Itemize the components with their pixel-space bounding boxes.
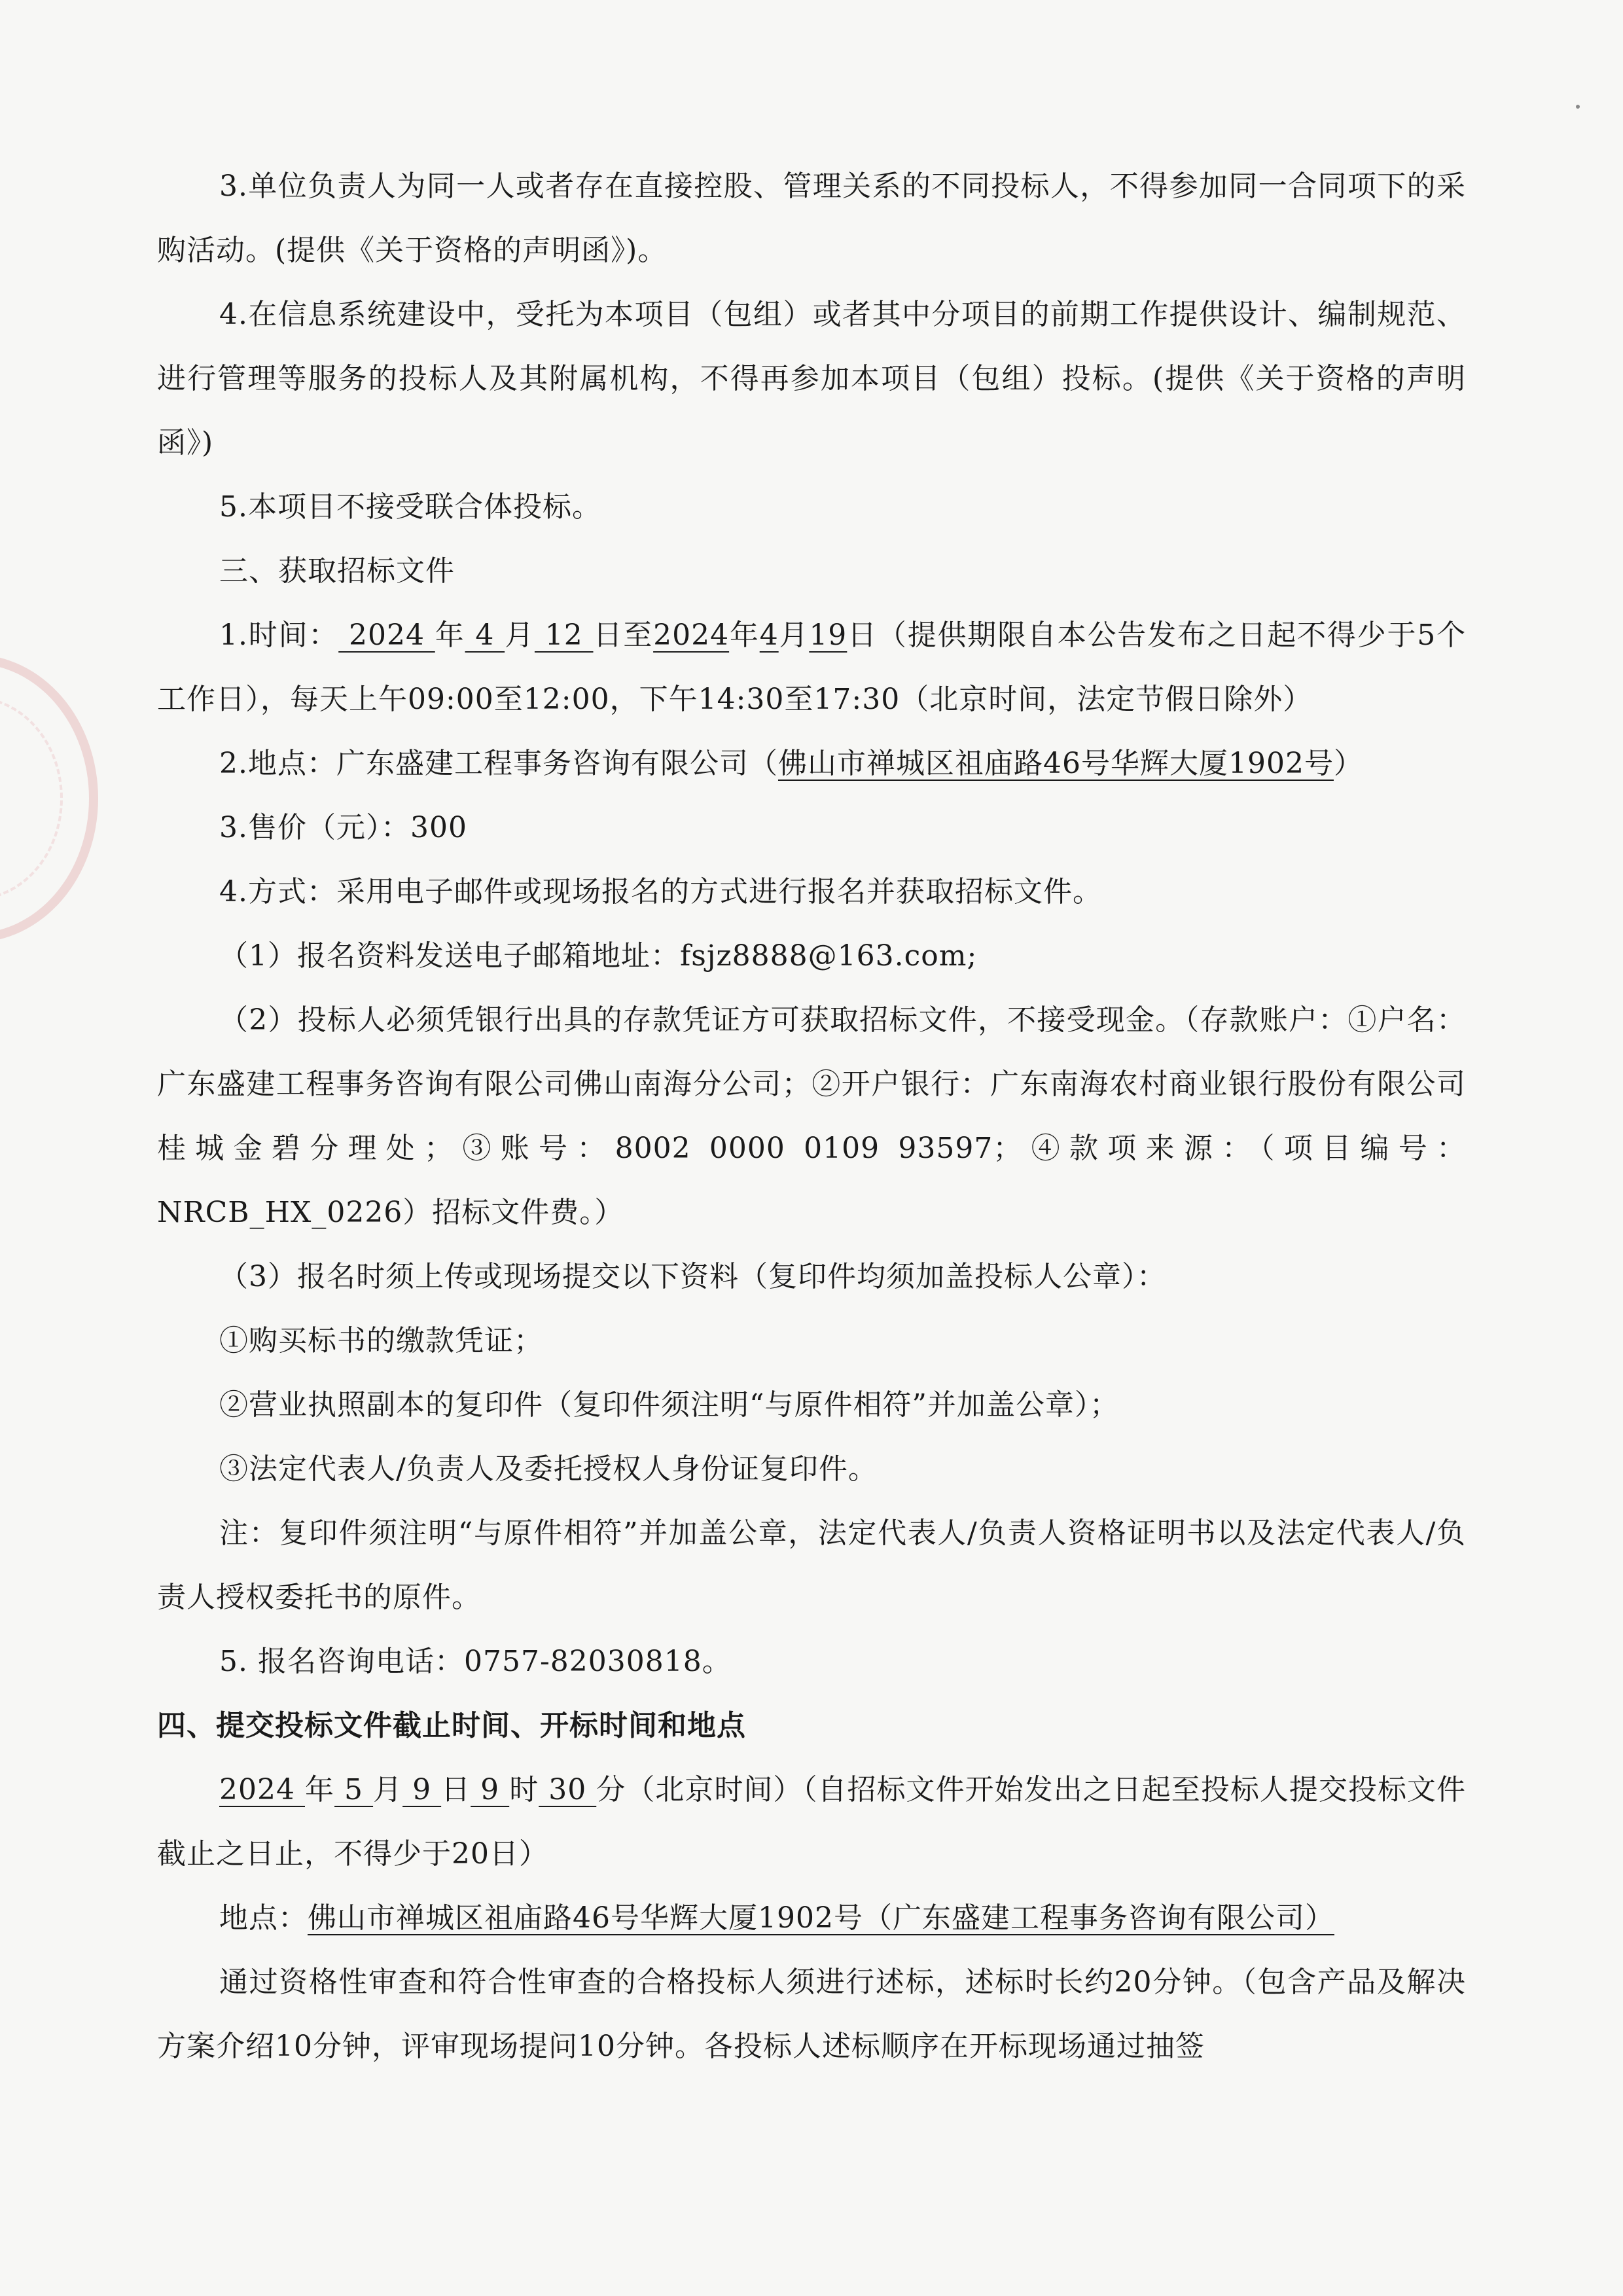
start-month: 4	[465, 619, 505, 652]
opening-place: 地点：佛山市禅城区祖庙路46号华辉大厦1902号（广东盛建工程事务咨询有限公司）	[219, 1901, 1334, 1935]
obtain-method: 4.方式：采用电子邮件或现场报名的方式进行报名并获取招标文件。	[219, 875, 1102, 908]
obtain-address: 佛山市禅城区祖庙路46号华辉大厦1902号	[777, 747, 1334, 780]
inquiry-phone: 5. 报名咨询电话：0757-82030818。	[219, 1645, 732, 1678]
start-day: 12	[534, 619, 594, 652]
document-body	[157, 154, 1466, 2079]
requirement-3: 3.单位负责人为同一人或者存在直接控股、管理关系的不同投标人，不得参加同一合同项下的采购活动。(提供《关于资格的声明函》)。	[157, 170, 1466, 267]
end-month: 4	[759, 619, 779, 652]
document-item-receipt: ①购买标书的缴款凭证；	[219, 1324, 543, 1357]
method-deposit: （2）投标人必须凭银行出具的存款凭证方可获取招标文件，不接受现金。（存款账户：①户名：广东盛建工程事务咨询有限公司佛山南海分公司；②开户银行：广东南海农村商业银行股份有限公司桂城金碧分理处；③账号：8002 0000 0109 93597；④款项来源：（项目编号：NRCB_HX_0226）招标文件费。）	[157, 1003, 1466, 1229]
official-seal-fragment	[0, 655, 98, 942]
scan-speck	[1576, 105, 1580, 109]
method-documents: （3）报名时须上传或现场提交以下资料（复印件均须加盖投标人公章）：	[219, 1260, 1166, 1293]
obtain-place: 2.地点：广东盛建工程事务咨询有限公司（佛山市禅城区祖庙路46号华辉大厦1902号）	[219, 747, 1363, 780]
document-item-license: ②营业执照副本的复印件（复印件须注明“与原件相符”并加盖公章）；	[219, 1388, 1119, 1422]
section-3-heading: 三、获取招标文件	[219, 554, 455, 588]
requirement-5: 5.本项目不接受联合体投标。	[219, 490, 601, 524]
start-year: 2024	[338, 619, 435, 652]
copy-note: 注：复印件须注明“与原件相符”并加盖公章，法定代表人/负责人资格证明书以及法定代表人/负责人授权委托书的原件。	[157, 1516, 1466, 1614]
presentation-note: 通过资格性审查和符合性审查的合格投标人须进行述标，述标时长约20分钟。（包含产品及解决方案介绍10分钟，评审现场提问10分钟。各投标人述标顺序在开标现场通过抽签	[157, 1965, 1466, 2063]
end-day: 19	[809, 619, 847, 652]
end-year: 2024	[653, 619, 730, 652]
obtain-time: 1.时间： 2024 年 4 月 12 日至2024年4月19日（提供期限自本公告发布之日起不得少于5个工作日），每天上午09:00至12:00，下午14:30至17:30（北京时间，法定节假日除外）	[157, 619, 1467, 716]
requirement-4: 4.在信息系统建设中，受托为本项目（包组）或者其中分项目的前期工作提供设计、编制规范、进行管理等服务的投标人及其附属机构，不得再参加本项目（包组）投标。(提供《关于资格的声明函》)	[157, 298, 1466, 459]
document-item-id: ③法定代表人/负责人及委托授权人身份证复印件。	[219, 1452, 878, 1486]
method-email: （1）报名资料发送电子邮箱地址：fsjz8888@163.com;	[219, 939, 978, 973]
opening-address: 佛山市禅城区祖庙路46号华辉大厦1902号（广东盛建工程事务咨询有限公司）	[308, 1901, 1334, 1935]
obtain-price: 3.售价（元）：300	[219, 811, 467, 844]
submission-deadline: 2024 年 5 月 9 日 9 时 30 分（北京时间）（自招标文件开始发出之日起至投标人提交投标文件截止之日止，不得少于20日）	[157, 1773, 1467, 1871]
section-4-heading: 四、提交投标文件截止时间、开标时间和地点	[157, 1709, 746, 1742]
